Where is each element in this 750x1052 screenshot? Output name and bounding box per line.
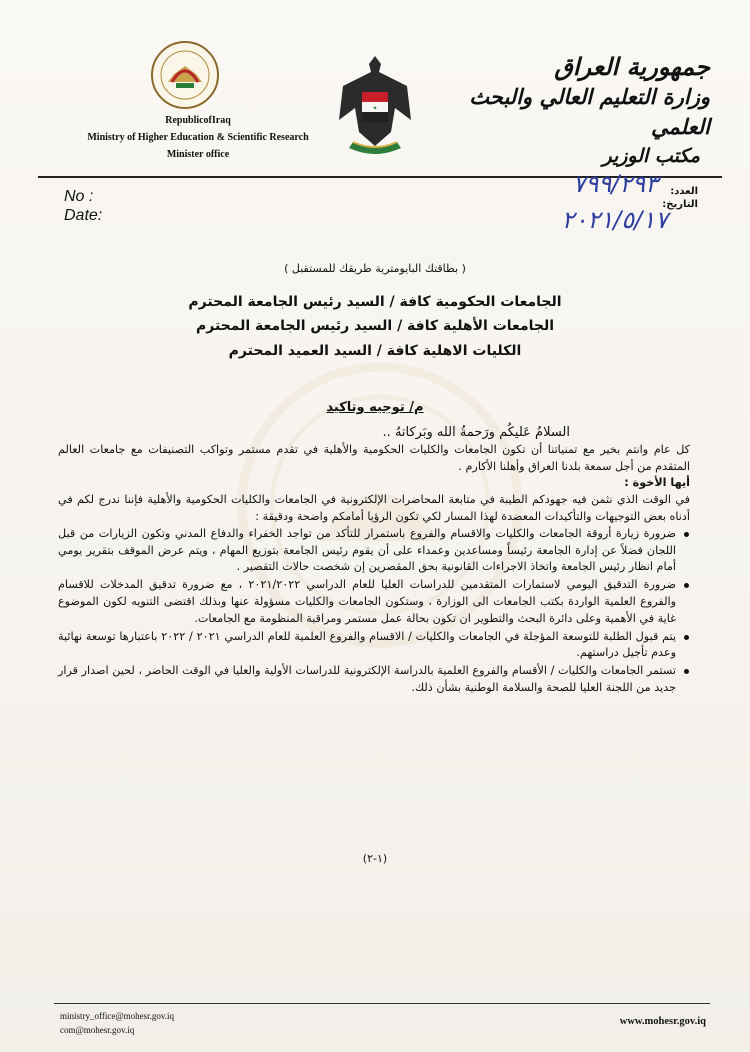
footer-emails: [60, 1009, 174, 1037]
arabic-ministry: وزارة التعليم العالي والبحث العلمي: [469, 85, 710, 139]
addressee-line: الجامعات الأهلية كافة / السيد رئيس الجامعة المحترم: [195, 318, 555, 334]
page-number: (١-٢): [362, 852, 388, 865]
no-label: No :: [64, 188, 94, 205]
letter-body: [58, 425, 690, 698]
english-letterhead: [48, 112, 348, 163]
intro-paragraph: كل عام وانتم بخير مع تمنياتنا أن تكون الجامعات والكليات الحكومية والأهلية في تقدم مستمر وتواكب التصنيفات مع جامعات العالم المتقدم من أجل سمعة بلدنا العراق وأهلنا الأكارم .: [58, 442, 690, 473]
list-item-text: تستمر الجامعات والكليات / الأقسام والفروع العلمية بالدراسة الإلكترونية للدراسات الأولية والعليا في الوقت الحاضر ، لحين اصدار قرار جديد من اللجنة العليا للصحة والسلامة الوطنية بشأن ذلك.: [58, 664, 676, 694]
list-item-text: يتم قبول الطلبة للتوسعة المؤجلة في الجامعات والكليات / الاقسام والفروع العلمية للعام الدراسي ٢٠٢١ / ٢٠٢٢ باعتبارها توسعة نهائية وعدم تأجيل دراستهم.: [58, 629, 676, 660]
list-item: [58, 526, 676, 576]
footer-divider: [54, 1003, 710, 1004]
email-link[interactable]: ministry_office@mohesr.gov.iq: [60, 1011, 175, 1021]
subject-line: م/ توجيه وتاكيد: [326, 400, 424, 415]
handwritten-date: ٢٠٢١/٥/١٧: [561, 206, 668, 234]
list-item: [58, 663, 676, 697]
english-office: Minister office: [166, 149, 230, 160]
list-item-text: ضرورة التدقيق اليومي لاستمارات المتقدمين للدراسات العليا للعام الدراسي ٢٠٢١/٢٠٢٢ ، مع ضرورة تدقيق المدخلات للاقسام والفروع العلمية الواردة بكتب الجامعات الى الوزارة ، وستكون الجامعات والكليات مسؤولة عنها وبذلك اقتضى التنويه لكون الموضوع غاية في الأهمية وعلى دائرة البحث والتطوير ان تكون بحالة عمل مستمر ومراقبة المنظومة مع الجامعات.: [58, 578, 676, 625]
arabic-date-label: التاريخ:: [662, 199, 698, 210]
english-ministry: Ministry of Higher Education & Scientific Research: [87, 132, 309, 143]
svg-text:✦: ✦: [372, 105, 378, 112]
paragraph-two: في الوقت الذي نثمن فيه جهودكم الطيبة في متابعة المحاضرات الإلكترونية في الجامعات والكليات الحكومية والأهلية فإننا ندرج لكم في أدناه بعض التوجيهات والتأكيدات المعضدة لهذا المسار لكي تكون الرؤيا أمامكم واضحة ودقيقة :: [58, 493, 690, 523]
bullet-icon: [684, 532, 689, 537]
bullet-icon: [684, 583, 689, 588]
iraq-eagle-emblem-icon: [335, 50, 415, 160]
arabic-office: مكتب الوزير: [602, 145, 700, 167]
list-item: [58, 629, 676, 663]
website-link[interactable]: www.mohesr.gov.iq: [619, 1016, 706, 1027]
addressee-line: الكليات الاهلية كافة / السيد العميد المحترم: [228, 343, 522, 359]
slogan: ( بطاقتك البايومترية طريقك للمستقبل ): [284, 262, 466, 275]
bullet-icon: [684, 635, 689, 640]
directives-list: [58, 526, 690, 697]
handwritten-number: ٧٩٩/٢٩٣: [572, 170, 658, 198]
bullet-icon: [684, 669, 689, 674]
list-item: [58, 577, 676, 627]
email-link[interactable]: com@mohesr.gov.iq: [60, 1025, 135, 1035]
arabic-no-label: العدد:: [670, 186, 698, 197]
brothers-heading: أيها الأخوة :: [624, 476, 690, 490]
arabic-letterhead: [460, 52, 710, 170]
date-label: Date:: [64, 207, 103, 224]
addressee-line: الجامعات الحكومية كافة / السيد رئيس الجامعة المحترم: [188, 294, 562, 310]
ministry-logo-icon: [150, 40, 220, 110]
arabic-republic: جمهورية العراق: [554, 53, 710, 81]
greeting: السلامُ عَليكُم ورَحمةُ الله وبَركاتهُ ..: [382, 425, 570, 440]
english-republic: RepublicofIraq: [165, 115, 231, 126]
english-reference: [64, 187, 102, 225]
list-item-text: ضرورة زيارة أروقة الجامعات والكليات والاقسام والفروع باستمرار للتأكد من تواجد الخفراء والدفاع المدني وتكون الزيارات من قبل اللجان فضلاً عن إدارة الجامعة رئيساً ومساعدين وعمداء على أن يقوم رئيس الجامعة بتوزيع المهام ، ويتم عرض الموقف بتقرير يومي أمام انظار رئيس الجامعة واتخاذ الاجراءات القانونية بحق المقصرين إن شخصت حالات التقصير .: [58, 526, 676, 574]
